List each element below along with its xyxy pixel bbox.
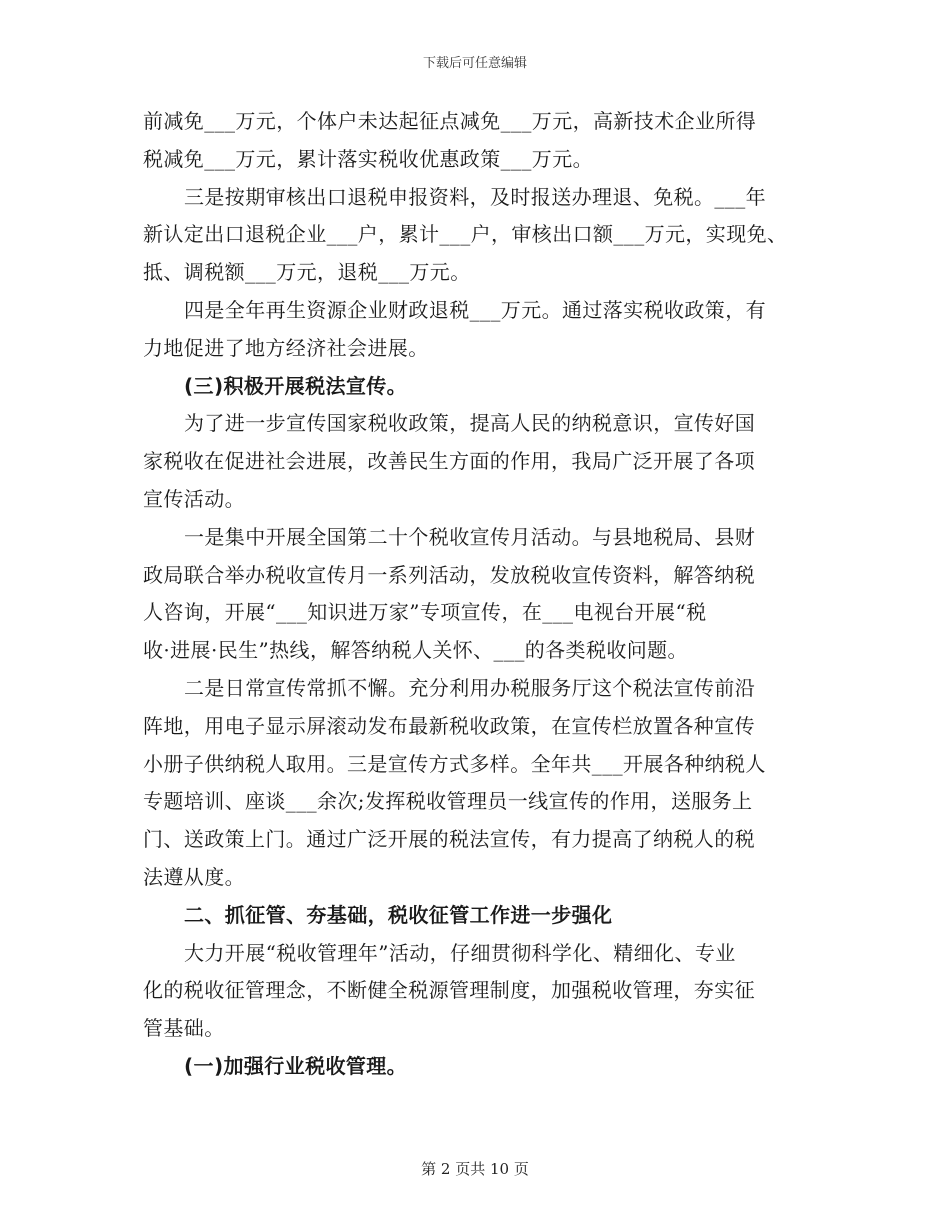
paragraph-line: 税减免___万元，累计落实税收优惠政策___万元。 [143, 146, 593, 171]
paragraph-line: 家税收在促进社会进展，改善民生方面的作用，我局广泛开展了各项 [143, 449, 755, 474]
paragraph-line: 收·进展·民生”热线，解答纳税人关怀、___的各类税收问题。 [143, 638, 688, 663]
paragraph-line: 门、送政策上门。通过广泛开展的税法宣传，有力提高了纳税人的税 [143, 827, 755, 852]
paragraph-line: 宣传活动。 [143, 486, 245, 511]
paragraph-line: 政局联合举办税收宣传月一系列活动，发放税收宣传资料，解答纳税 [143, 562, 755, 587]
section-heading: (一)加强行业税收管理。 [184, 1053, 408, 1078]
paragraph-line: 四是全年再生资源企业财政退税___万元。通过落实税收政策，有 [184, 297, 766, 322]
paragraph-line: 前减免___万元，个体户未达起征点减免___万元，高新技术企业所得 [143, 109, 757, 133]
section-heading: (三)积极开展税法宣传。 [184, 373, 408, 398]
paragraph-line: 力地促进了地方经济社会进展。 [143, 335, 429, 360]
paragraph-line: 抵、调税额___万元，退税___万元。 [143, 260, 471, 285]
paragraph-line: 小册子供纳税人取用。三是宣传方式多样。全年共___开展各种纳税人 [143, 751, 766, 776]
paragraph-line: 专题培训、座谈___余次;发挥税收管理员一线宣传的作用，送服务上 [143, 789, 753, 814]
paragraph-line: 三是按期审核出口退税申报资料，及时报送办理退、免税。___年 [184, 184, 766, 209]
paragraph-line: 二是日常宣传常抓不懈。充分利用办税服务厅这个税法宣传前沿 [184, 675, 756, 700]
paragraph-line: 新认定出口退税企业___户，累计___户，审核出口额___万元，实现免、 [143, 222, 788, 247]
paragraph-line: 管基础。 [143, 1016, 225, 1041]
document-body [143, 103, 811, 1086]
paragraph-line: 大力开展“税收管理年”活动，仔细贯彻科学化、精细化、专业 [184, 940, 736, 965]
page-header: 下载后可任意编辑 [422, 56, 527, 71]
paragraph-line: 人咨询，开展“___知识进万家”专项宣传，在___电视台开展“税 [143, 600, 707, 625]
paragraph-line: 阵地，用电子显示屏滚动发布最新税收政策，在宣传栏放置各种宣传 [143, 713, 755, 738]
page-footer: 第 2 页共 10 页 [421, 1160, 529, 1178]
section-heading: 二、抓征管、夯基础，税收征管工作进一步强化 [184, 902, 613, 927]
paragraph-line: 一是集中开展全国第二十个税收宣传月活动。与县地税局、县财 [184, 524, 756, 549]
paragraph-line: 化的税收征管理念，不断健全税源管理制度，加强税收管理，夯实征 [143, 978, 755, 1003]
paragraph-line: 为了进一步宣传国家税收政策，提高人民的纳税意识，宣传好国 [184, 411, 756, 436]
paragraph-line: 法遵从度。 [143, 864, 245, 889]
